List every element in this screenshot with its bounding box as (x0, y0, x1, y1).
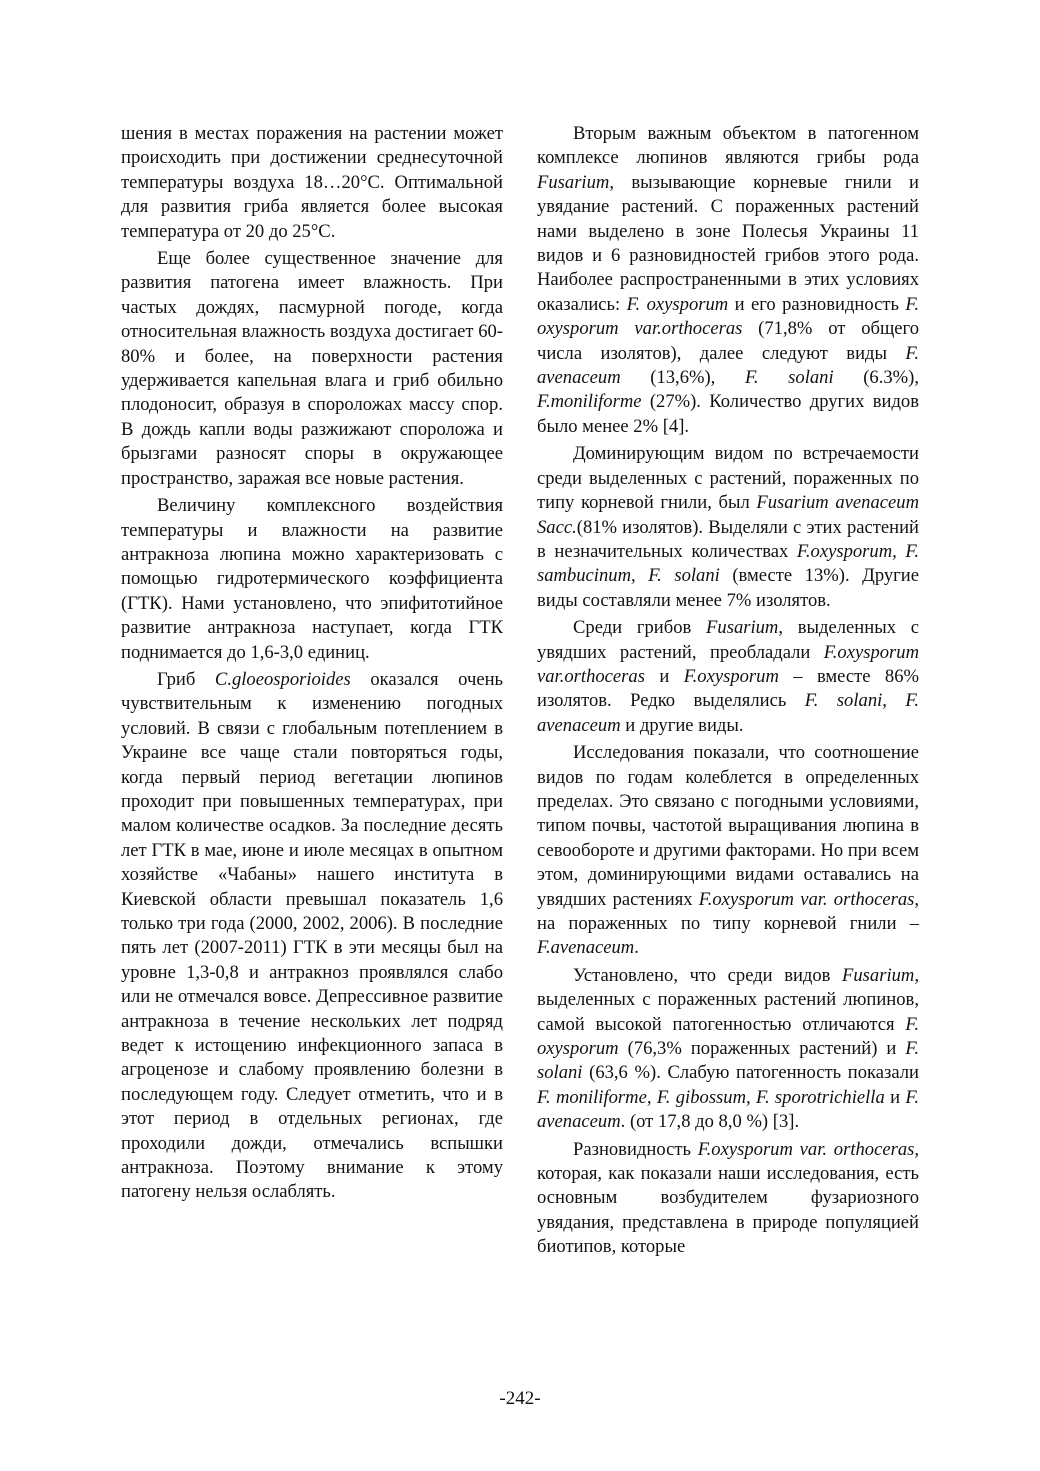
text-span: которая, как показали наши исследования, есть основным возбудителем фузариозного увядания, представлена в природе популяцией биотипов, которые (537, 1163, 919, 1258)
text-span: – вместе 86% изолятов. Редко выделялись (537, 665, 920, 712)
text-span: выделенных с пораженных растений люпинов, самой высокой патогенностью отличаются (537, 989, 919, 1035)
text-span: , вызывающие корневые гнили и увядание растений. С пораженных растений нами выделено в зоне Полесья Украины 11 видов и 6 разновидностей грибов этого рода. Наиболее распространенными в этих условиях оказались: (537, 171, 919, 315)
species-name: Fusarium avenaceum Sacc. (537, 492, 919, 538)
text-span: (71,8% от общего числа изолятов), далее следуют виды (537, 318, 919, 364)
text-span: (76,3% пораженных растений) и (618, 1038, 906, 1060)
left-column (121, 122, 503, 1208)
species-name: Fusarium (537, 171, 610, 193)
text-span: (вместе 13%). Другие виды составляли менее 7% изолятов. (537, 565, 919, 611)
text-span: оказался очень чувствительным к изменению погодных условий. В связи с глобальным потеплением в Украине все чаще стали повторяться годы, когда первый период вегетации люпинов проходит при повышенных температурах, при малом количестве осадков. За последние десять лет ГТК в мае, июне и июле месяцах в опытном хозяйстве «Чабаны» нашего института в Киевской области превышал показатель 1,6 только три года (2000, 2002, 2006). В последние пять лет (2007-2011) ГТК в эти месяцы был на уровне 1,3-0,8 и антракноз проявлялся слабо или не отмечался вовсе. Депрессивное развитие антракноза в течение нескольких лет подряд ведет к истощению инфекционного запаса в агроценозе и слабому проявлению болезни в последующем году. Следует отметить, что и в этот период в отдельных регионах, где проходили дожди, отмечались вспышки антракноза. Поэтому внимание к этому патогену нельзя ослаблять. (121, 668, 504, 1203)
text-span: и (644, 665, 684, 687)
species-name: F. oxysporum (537, 1013, 919, 1060)
paragraph (537, 964, 919, 1135)
species-name: F. moniliforme, F. gibossum, F. sporotrichiella (537, 1086, 885, 1108)
paragraph (537, 122, 919, 439)
species-name: F.oxysporum, F. sambucinum, F. solani (537, 540, 919, 587)
text-span: , выделенных с увядших растений, преобладали (537, 617, 919, 663)
species-name: F. solani, F. avenaceum (537, 690, 919, 736)
species-name: Fusarium (706, 617, 779, 639)
text-span: и (884, 1086, 906, 1108)
species-name: C.gloeosporioides (214, 668, 351, 690)
text-span: Разновидность (573, 1138, 698, 1160)
paragraph: шения в местах поражения на растении может происходить при достижении среднесуточной температуры воздуха 18…20°С. Оптимальной для развития гриба является более высокая температура от 20 до 25°С. (121, 123, 503, 242)
species-name: F.avenaceum (537, 937, 635, 959)
paragraph (537, 741, 919, 961)
text-span: Установлено, что среди видов (573, 964, 843, 986)
text-span: Доминирующим видом по встречаемости среди выделенных с растений, пораженных по типу корневой гнили, был (537, 443, 919, 514)
text-span: Вторым важным объектом в патогенном комплексе люпинов являются грибы рода (537, 123, 919, 169)
species-name: F.oxysporum (683, 665, 779, 687)
species-name: F. solani (744, 367, 834, 389)
text-span: и другие виды. (620, 714, 744, 736)
text-span: Среди грибов (573, 617, 707, 639)
species-name: F.moniliforme (537, 391, 642, 413)
species-name: F. solani (537, 1038, 919, 1084)
paragraph (537, 616, 919, 738)
text-span: Гриб (157, 668, 215, 690)
paragraph (537, 1138, 919, 1260)
species-name: F. avenaceum (537, 342, 919, 389)
species-name: F.oxysporum var. orthoceras, (698, 888, 920, 910)
paragraph: Величину комплексного воздействия температуры и влажности на развитие антракноза люпина можно характеризовать с помощью гидротермического коэффициента (ГТК). Нами установлено, что эпифитотийное развитие антракноза наступает, когда ГТК поднимается до 1,6-3,0 единиц. (121, 495, 503, 663)
species-name: F. oxysporum (626, 293, 729, 315)
page-number: -242- (499, 1388, 541, 1409)
species-name: F.oxysporum var.orthoceras (537, 641, 919, 687)
species-name: F.oxysporum var. orthoceras, (697, 1138, 919, 1160)
text-span: (63,6 %). Слабую патогенность показали (582, 1062, 919, 1084)
species-name: Fusarium, (842, 964, 919, 986)
right-column (537, 122, 919, 1263)
text-span: (13,6%), (620, 367, 745, 389)
text-span: (27%). Количество других видов было менее 2% [4]. (537, 391, 919, 437)
text-span: (81% изолятов). Выделяли с этих растений в незначительных количествах (537, 516, 919, 562)
species-name: F. avenaceum (537, 1086, 920, 1133)
text-span: на пораженных по типу корневой гнили – (537, 913, 919, 934)
text-span: Исследования показали, что соотношение видов по годам колеблется в определенных пределах. Это связано с погодными условиями, типом почвы, частотой выращивания люпина в севообороте и другими факторами. Но при всем этом, доминирующими видами оставались на увядших растениях (537, 742, 919, 910)
text-span: . (634, 937, 639, 959)
text-span: (6.3%), (833, 367, 920, 389)
paragraph: Еще более существенное значение для развития патогена имеет влажность. При частых дождях, пасмурной погоде, когда относительная влажность воздуха достигает 60-80% и более, на поверхности растения удерживается капельная влага и гриб обильно плодоносит, образуя в спороложах массу спор. В дождь капли воды разжижают спороложа и брызгами разносят споры в окружающее пространство, заражая все новые растения. (121, 248, 503, 489)
text-span: . (от 17,8 до 8,0 %) [3]. (620, 1111, 800, 1133)
paragraph (537, 442, 919, 613)
species-name: F. oxysporum var.orthoceras (537, 293, 919, 340)
paragraph (121, 668, 503, 1205)
text-span: и его разновидность (728, 293, 906, 315)
